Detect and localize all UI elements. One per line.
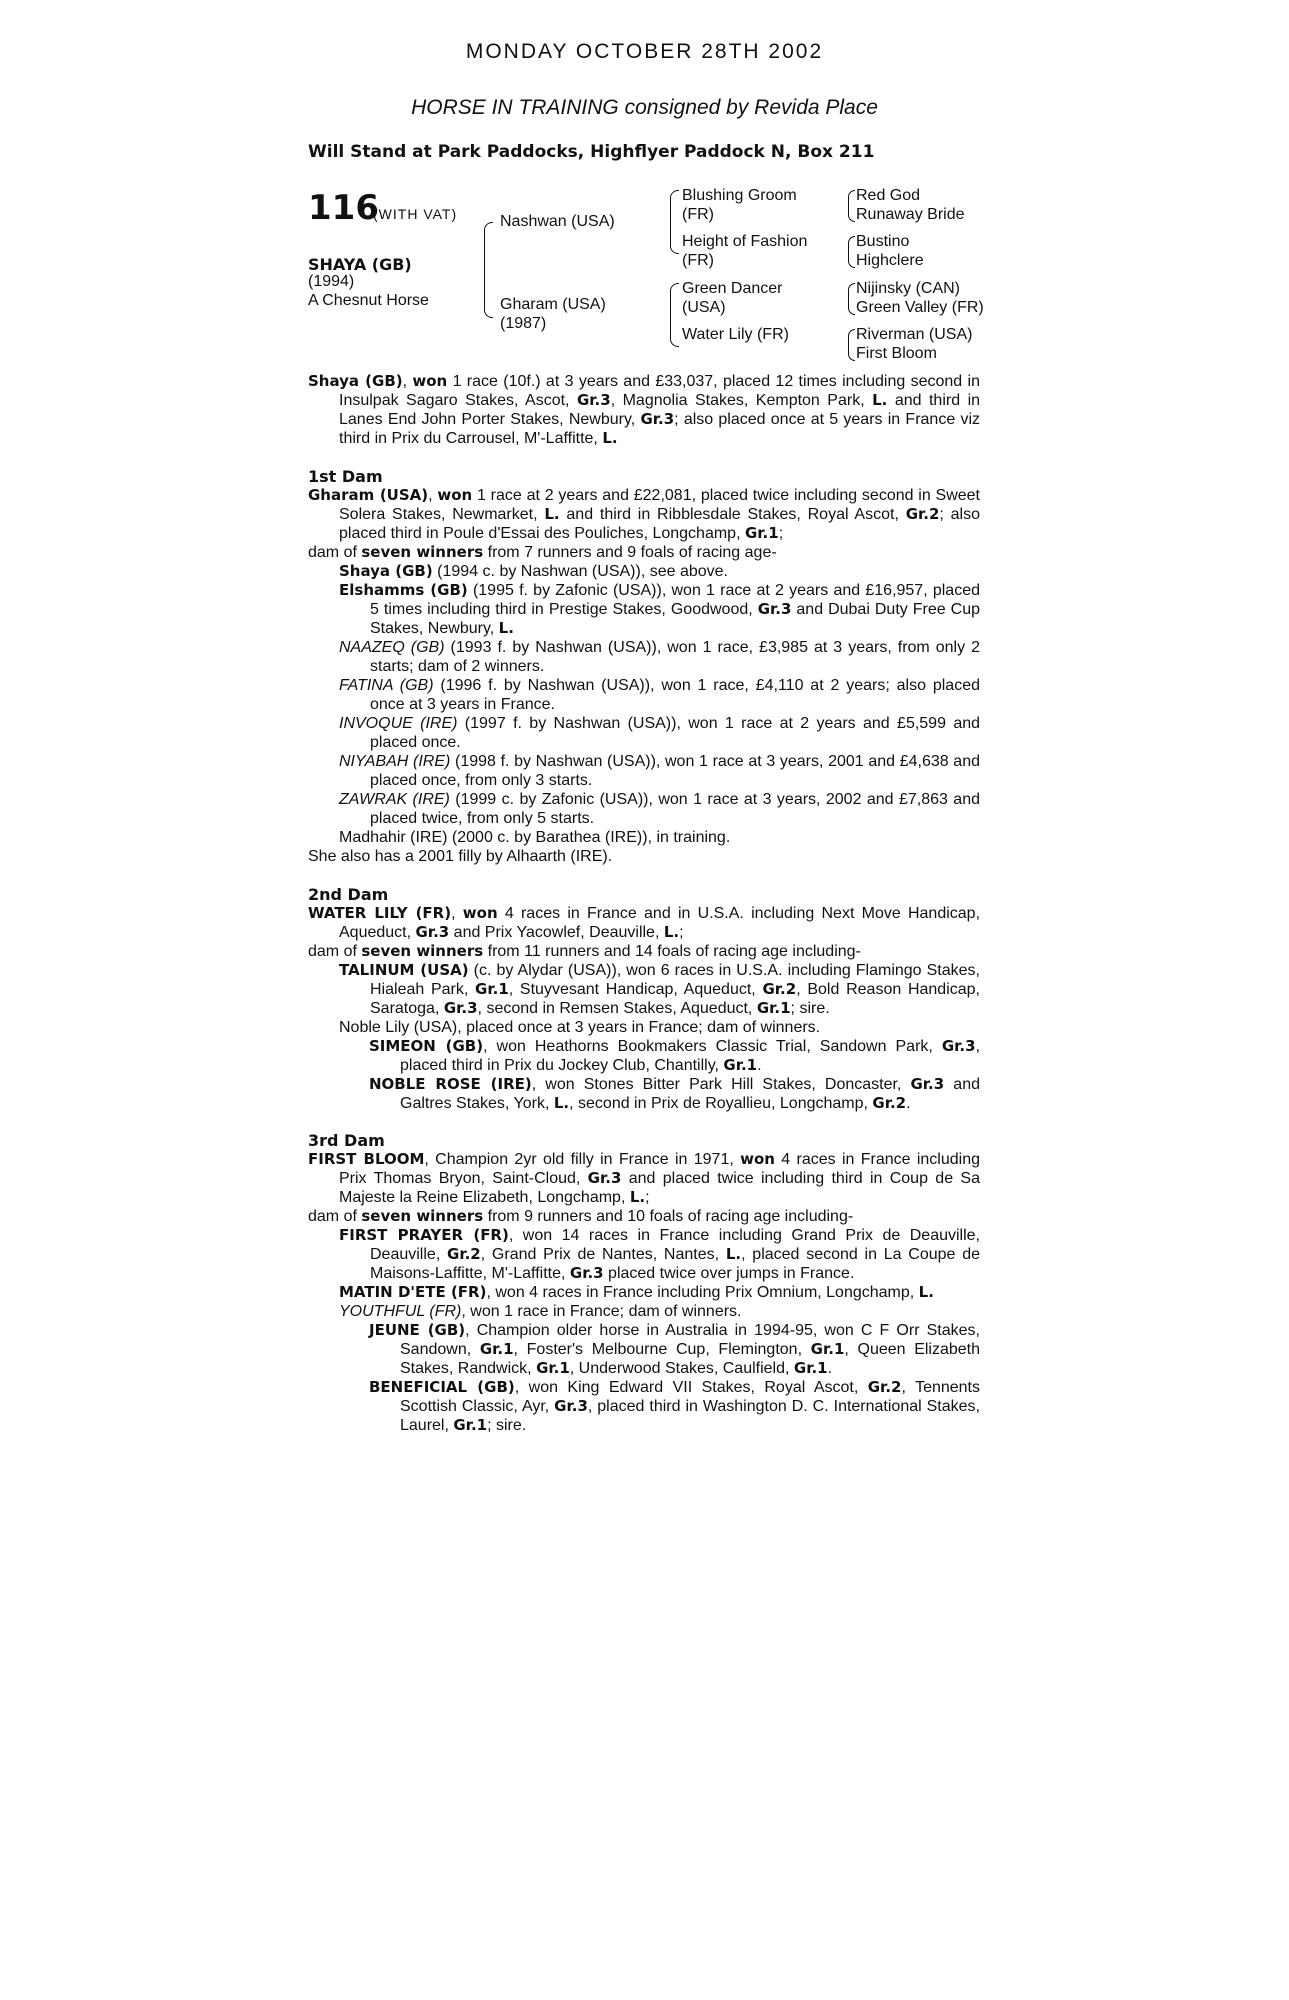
produce-note: She also has a 2001 filly by Alhaarth (IRE). [308,848,613,865]
produce-item: JEUNE (GB), Champion older horse in Australia in 1994-95, won C F Orr Stakes, Sandown, Gr.1, Foster's Melbourne Cup, Flemington, Gr.1, Queen Elizabeth Stakes, Randwick, Gr.1, Underwood Stakes, Caulfield, Gr.1. [369,1321,981,1377]
pedigree-sire: Nashwan (USA) [500,213,615,230]
brace-gen1 [484,222,493,318]
horse-description: A Chesnut Horse [308,292,429,309]
produce-item: MATIN D'ETE (FR), won 4 races in France including Prix Omnium, Longchamp, L. [339,1283,934,1301]
pedigree-dsd: Green Valley (FR) [856,299,984,316]
section-heading: 2nd Dam [308,885,389,904]
produce-item: ZAWRAK (IRE) (1999 c. by Zafonic (USA)), won 1 race at 3 years, 2002 and £7,863 and placed twice, from only 5 starts. [339,791,980,827]
produce-item: Noble Lily (USA), placed once at 3 years in France; dam of winners. [339,1019,821,1036]
pedigree-ddd: First Bloom [856,345,937,362]
pedigree-dam: Gharam (USA) [500,296,606,313]
produce-item: FATINA (GB) (1996 f. by Nashwan (USA)), won 1 race, £4,110 at 2 years; also placed once at 3 years in France. [339,677,981,713]
horse-name: SHAYA (GB) [308,255,412,274]
produce-item: FIRST PRAYER (FR), won 14 races in France including Grand Prix de Deauville, Deauville, Gr.2, Grand Prix de Nantes, Nantes, L., placed second in La Coupe de Maisons-Laffitte, M'-Laffitte, Gr.3 placed twice over jumps in France. [339,1226,981,1282]
pedigree-dds: Riverman (USA) [856,326,973,343]
pedigree-dd: Water Lily (FR) [682,326,789,343]
pedigree-ssd: Runaway Bride [856,206,965,223]
section-heading: 1st Dam [308,467,383,486]
produce-item: NIYABAH (IRE) (1998 f. by Nashwan (USA)), won 1 race at 3 years, 2001 and £4,638 and placed once, from only 3 starts. [339,753,980,789]
brace-ss [848,190,855,222]
produce-item: NAAZEQ (GB) (1993 f. by Nashwan (USA)), won 1 race, £3,985 at 3 years, from only 2 starts; dam of 2 winners. [339,639,980,675]
pedigree-sss: Red God [856,187,921,204]
brace-sire [670,190,679,254]
race-record [308,372,980,448]
pedigree-sdd: Highclere [856,252,924,269]
third-dam-section [308,1131,980,1435]
produce-item: BENEFICIAL (GB), won King Edward VII Stakes, Royal Ascot, Gr.2, Tennents Scottish Classic, Ayr, Gr.3, placed third in Washington D. C. International Stakes, Laurel, Gr.1; sire. [369,1378,981,1434]
pedigree-ss: Blushing Groom [682,187,797,204]
stabling-location: Will Stand at Park Paddocks, Highflyer Paddock N, Box 211 [308,142,875,162]
race-record-paragraph: Shaya (GB), won 1 race (10f.) at 3 years and £33,037, placed 12 times including second in Insulpak Sagaro Stakes, Ascot, Gr.3, Magnolia Stakes, Kempton Park, L. and third in Lanes End John Porter Stakes, Newbury, Gr.3; also placed once at 5 years in France viz third in Prix du Carrousel, M'-Laffitte, L. [308,372,981,447]
horse-year: (1994) [308,273,355,290]
dam-record: WATER LILY (FR), won 4 races in France and in U.S.A. including Next Move Handicap, Aqueduct, Gr.3 and Prix Yacowlef, Deauville, L.; [308,904,981,941]
pedigree-dss: Nijinsky (CAN) [856,280,960,297]
produce-item: SIMEON (GB), won Heathorns Bookmakers Classic Trial, Sandown Park, Gr.3, placed third in Prix du Jockey Club, Chantilly, Gr.1. [369,1037,980,1074]
produce-item: Elshamms (GB) (1995 f. by Zafonic (USA)), won 1 race at 2 years and £16,957, placed 5 times including third in Prestige Stakes, Goodwood, Gr.3 and Dubai Duty Free Cup Stakes, Newbury, L. [339,581,981,637]
dam-of-line: dam of seven winners from 11 runners and 14 foals of racing age including- [308,942,861,960]
pedigree-sds: Bustino [856,233,910,250]
pedigree-ss2: (FR) [682,206,714,223]
pedigree-dam-year: (1987) [500,315,547,332]
dam-record: Gharam (USA), won 1 race at 2 years and £22,081, placed twice including second in Sweet Solera Stakes, Newmarket, L. and third in Ribblesdale Stakes, Royal Ascot, Gr.2; also placed third in Poule d'Essai des Pouliches, Longchamp, Gr.1; [308,486,980,542]
pedigree-sd2: (FR) [682,252,714,269]
produce-item: INVOQUE (IRE) (1997 f. by Nashwan (USA)), won 1 race at 2 years and £5,599 and placed once. [339,715,981,751]
section-heading: 3rd Dam [308,1131,385,1150]
brace-dd [848,329,855,361]
second-dam-section [308,885,980,1113]
brace-ds [848,283,855,315]
first-dam-section [308,467,980,866]
sale-date: MONDAY OCTOBER 28TH 2002 [465,40,824,63]
dam-of-line: dam of seven winners from 7 runners and 9 foals of racing age- [308,543,777,561]
pedigree-sd: Height of Fashion [682,233,808,250]
dam-of-line: dam of seven winners from 9 runners and 10 foals of racing age including- [308,1207,854,1225]
produce-item: Madhahir (IRE) (2000 c. by Barathea (IRE)), in training. [339,829,731,846]
produce-item: NOBLE ROSE (IRE), won Stones Bitter Park Hill Stakes, Doncaster, Gr.3 and Galtres Stakes, York, L., second in Prix de Royallieu, Longchamp, Gr.2. [369,1075,980,1112]
lot-number: 116 [308,188,379,228]
consignment-line: HORSE IN TRAINING consigned by Revida Place [411,96,878,119]
brace-dam [670,283,679,347]
pedigree-ds: Green Dancer [682,280,783,297]
produce-item: TALINUM (USA) (c. by Alydar (USA)), won 6 races in U.S.A. including Flamingo Stakes, Hialeah Park, Gr.1, Stuyvesant Handicap, Aqueduct, Gr.2, Bold Reason Handicap, Saratoga, Gr.3, second in Remsen Stakes, Aqueduct, Gr.1; sire. [339,961,981,1017]
vat-note: (WITH VAT) [373,206,458,222]
produce-item: Shaya (GB) (1994 c. by Nashwan (USA)), see above. [339,562,728,580]
dam-record: FIRST BLOOM, Champion 2yr old filly in France in 1971, won 4 races in France including Prix Thomas Bryon, Saint-Cloud, Gr.3 and placed twice including third in Coup de Sa Majeste la Reine Elizabeth, Longchamp, L.; [308,1150,981,1206]
brace-sd [848,236,855,268]
produce-item: YOUTHFUL (FR), won 1 race in France; dam of winners. [339,1303,742,1320]
pedigree-ds2: (USA) [682,299,726,316]
